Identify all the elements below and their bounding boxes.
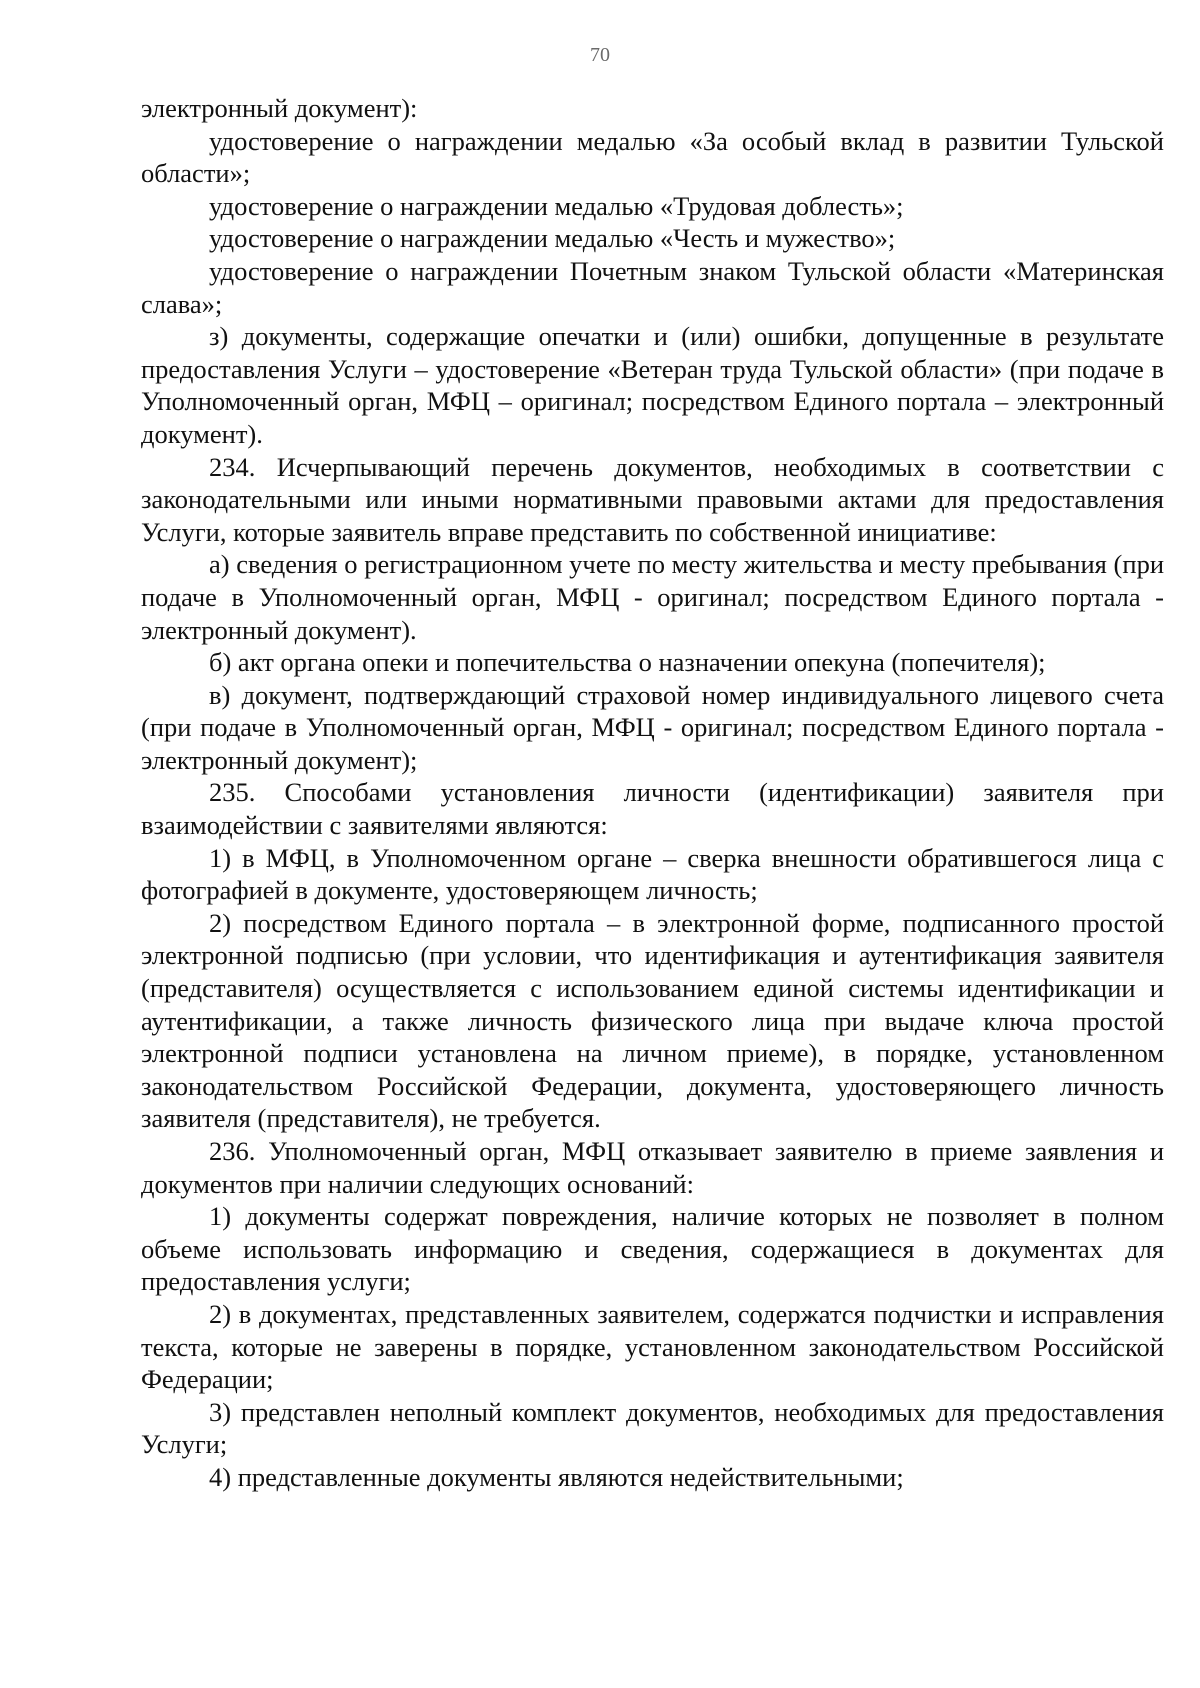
paragraph: а) сведения о регистрационном учете по месту жительства и месту пребывания (при подаче в Уполномоченный орган, МФЦ - оригинал; посредством Единого портала - электронный документ). [141, 549, 1164, 645]
paragraph-236: 236. Уполномоченный орган, МФЦ отказывает заявителю в приеме заявления и документов при наличии следующих оснований: [141, 1136, 1164, 1199]
paragraph: 1) в МФЦ, в Уполномоченном органе – сверка внешности обратившегося лица с фотографией в документе, удостоверяющем личность; [141, 842, 1164, 906]
paragraph: 1) документы содержат повреждения, наличие которых не позволяет в полном объеме использовать информацию и сведения, содержащиеся в документах для предоставления услуги; [141, 1201, 1164, 1297]
paragraph: в) документ, подтверждающий страховой номер индивидуального лицевого счета (при подаче в Уполномоченный орган, МФЦ - оригинал; посредством Единого портала - электронный документ); [141, 679, 1164, 775]
paragraph: удостоверение о награждении медалью «Трудовая доблесть»; [209, 190, 904, 221]
paragraph: удостоверение о награждении медалью «За особый вклад в развитии Тульской области»; [141, 125, 1164, 189]
page-number: 70 [590, 44, 610, 66]
paragraph: б) акт органа опеки и попечительства о назначении опекуна (попечителя); [209, 647, 1046, 678]
paragraph-234: 234. Исчерпывающий перечень документов, необходимых в соответствии с законодательными или иными нормативными правовыми актами для предоставления Услуги, которые заявитель вправе представить по собственной инициативе: [141, 451, 1164, 547]
paragraph: 2) посредством Единого портала – в электронной форме, подписанного простой электронной подписью (при условии, что идентификация и аутентификация заявителя (представителя) осуществляется с использованием единой системы идентификации и аутентификации, а также личность физического лица при выдаче ключа простой электронной подписи установлена на личном приеме), в порядке, установленном законодательством Российской Федерации, документа, удостоверяющего личность заявителя (представителя), не требуется. [141, 907, 1164, 1134]
paragraph: 2) в документах, представленных заявителем, содержатся подчистки и исправления текста, которые не заверены в порядке, установленном законодательством Российской Федерации; [141, 1298, 1164, 1395]
paragraph-235: 235. Способами установления личности (идентификации) заявителя при взаимодействии с заявителями являются: [141, 777, 1164, 841]
paragraph: электронный документ): [141, 93, 418, 123]
paragraph: удостоверение о награждении медалью «Честь и мужество»; [209, 223, 896, 254]
paragraph: 4) представленные документы являются недействительными; [209, 1461, 904, 1492]
paragraph: 3) представлен неполный комплект документов, необходимых для предоставления Услуги; [141, 1396, 1164, 1460]
document-body [141, 92, 1164, 1494]
paragraph: удостоверение о награждении Почетным знаком Тульской области «Материнская слава»; [141, 255, 1164, 319]
paragraph: з) документы, содержащие опечатки и (или) ошибки, допущенные в результате предоставления Услуги – удостоверение «Ветеран труда Тульской области» (при подаче в Уполномоченный орган, МФЦ – оригинал; посредством Единого портала – электронный документ). [141, 321, 1164, 449]
